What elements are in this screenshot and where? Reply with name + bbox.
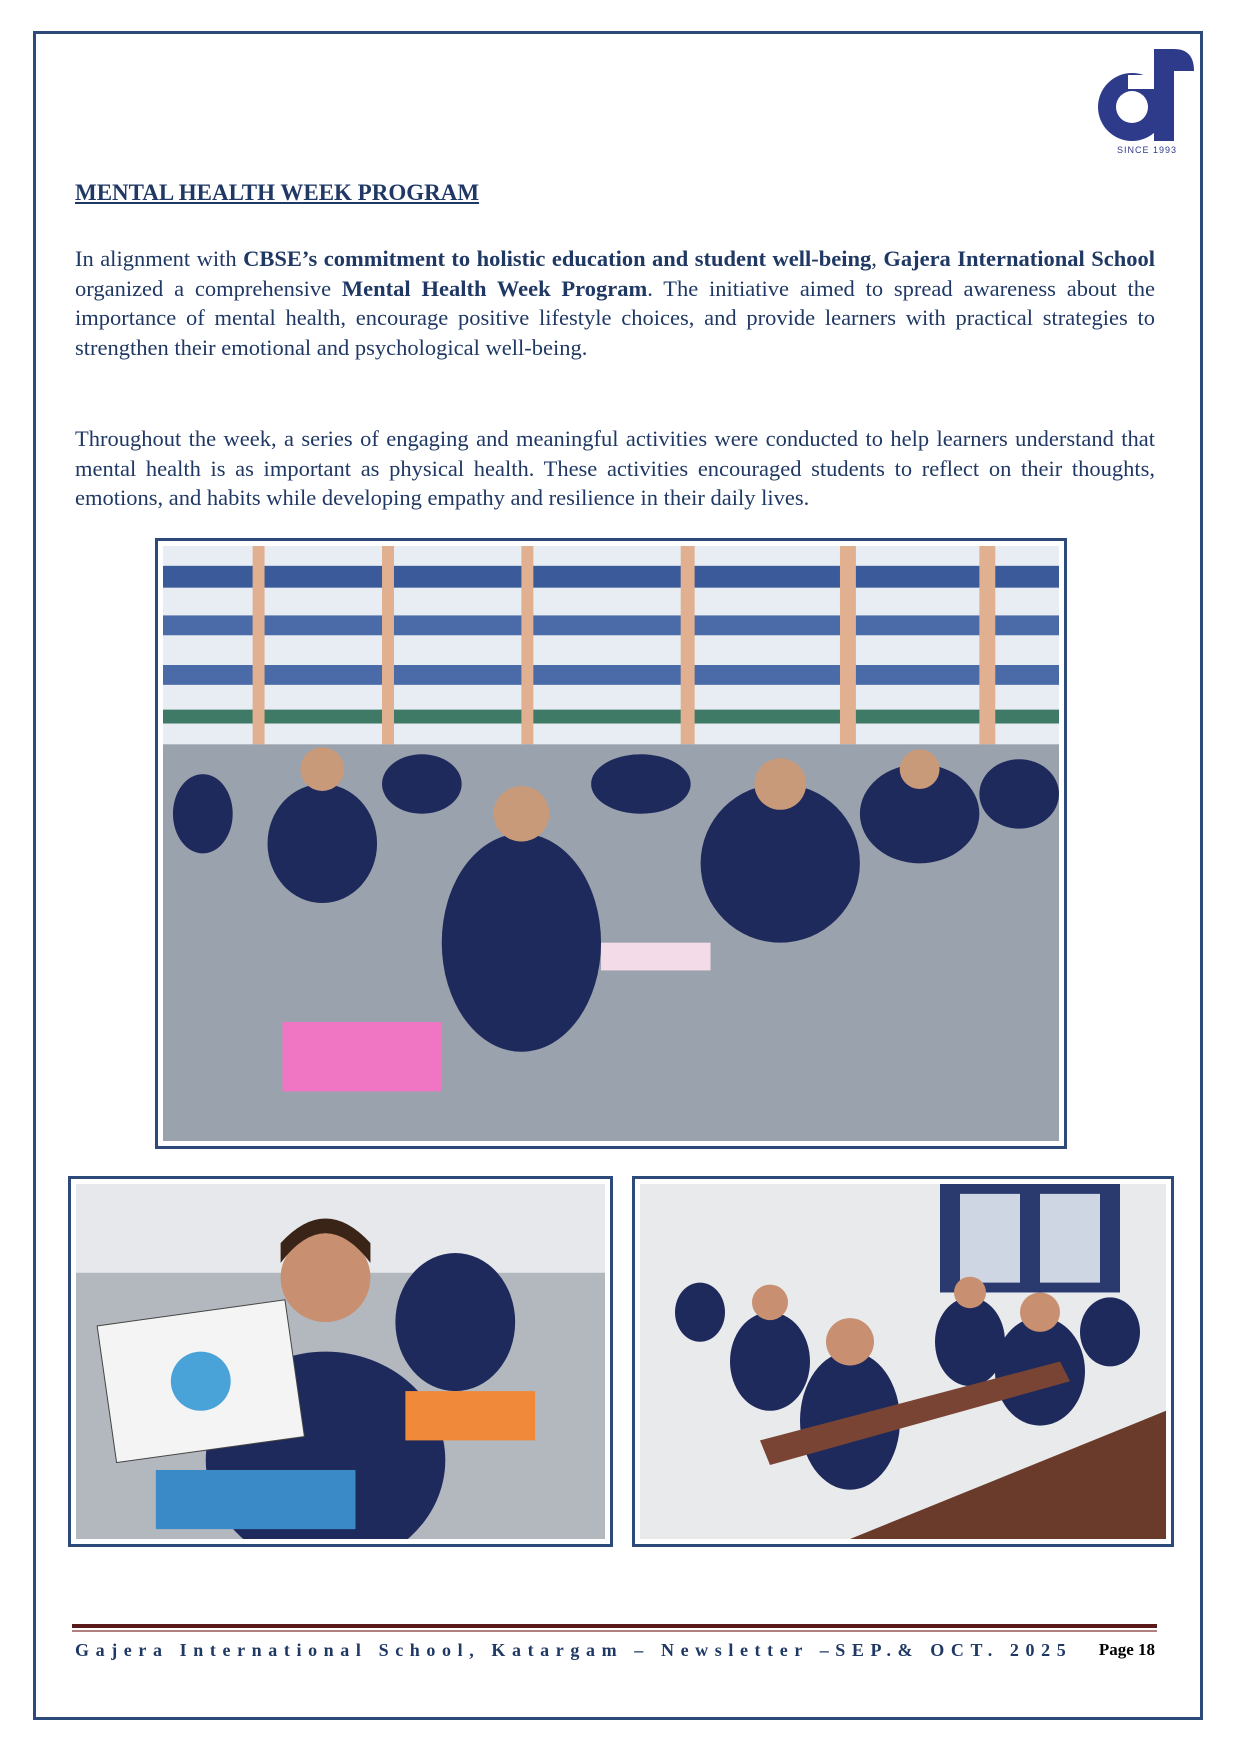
page-number: Page 18 (1098, 1640, 1155, 1659)
students-drawing-in-courtyard-photo (155, 538, 1067, 1149)
footer-rule (72, 1624, 1157, 1628)
footer-text: Gajera International School, Katargam – Newsletter –SEP.& OCT. 2025 (75, 1640, 1073, 1660)
intro-paragraph: In alignment with CBSE’s commitment to holistic education and student well-being, Gajera International School organized a comprehensive Mental Health Week Program. The initiative aimed to spread awareness about the importance of mental health, encourage positive lifestyle choices, and provide learners with practical strategies to strengthen their emotional and psychological well-being. (75, 246, 1155, 360)
classroom-meditation-photo (632, 1176, 1174, 1547)
logo-since-text: SINCE 1993 (1116, 145, 1178, 155)
girl-holding-drawing-photo (68, 1176, 613, 1547)
footer (75, 1640, 1155, 1661)
page-title: MENTAL HEALTH WEEK PROGRAM (75, 180, 480, 205)
footer-rule-thin (72, 1630, 1157, 1632)
activities-paragraph: Throughout the week, a series of engaging and meaningful activities were conducted to help learners understand that mental health is as important as physical health. These activities encouraged students to reflect on their thoughts, emotions, and habits while developing empathy and resilience in their daily lives. (75, 426, 1155, 510)
